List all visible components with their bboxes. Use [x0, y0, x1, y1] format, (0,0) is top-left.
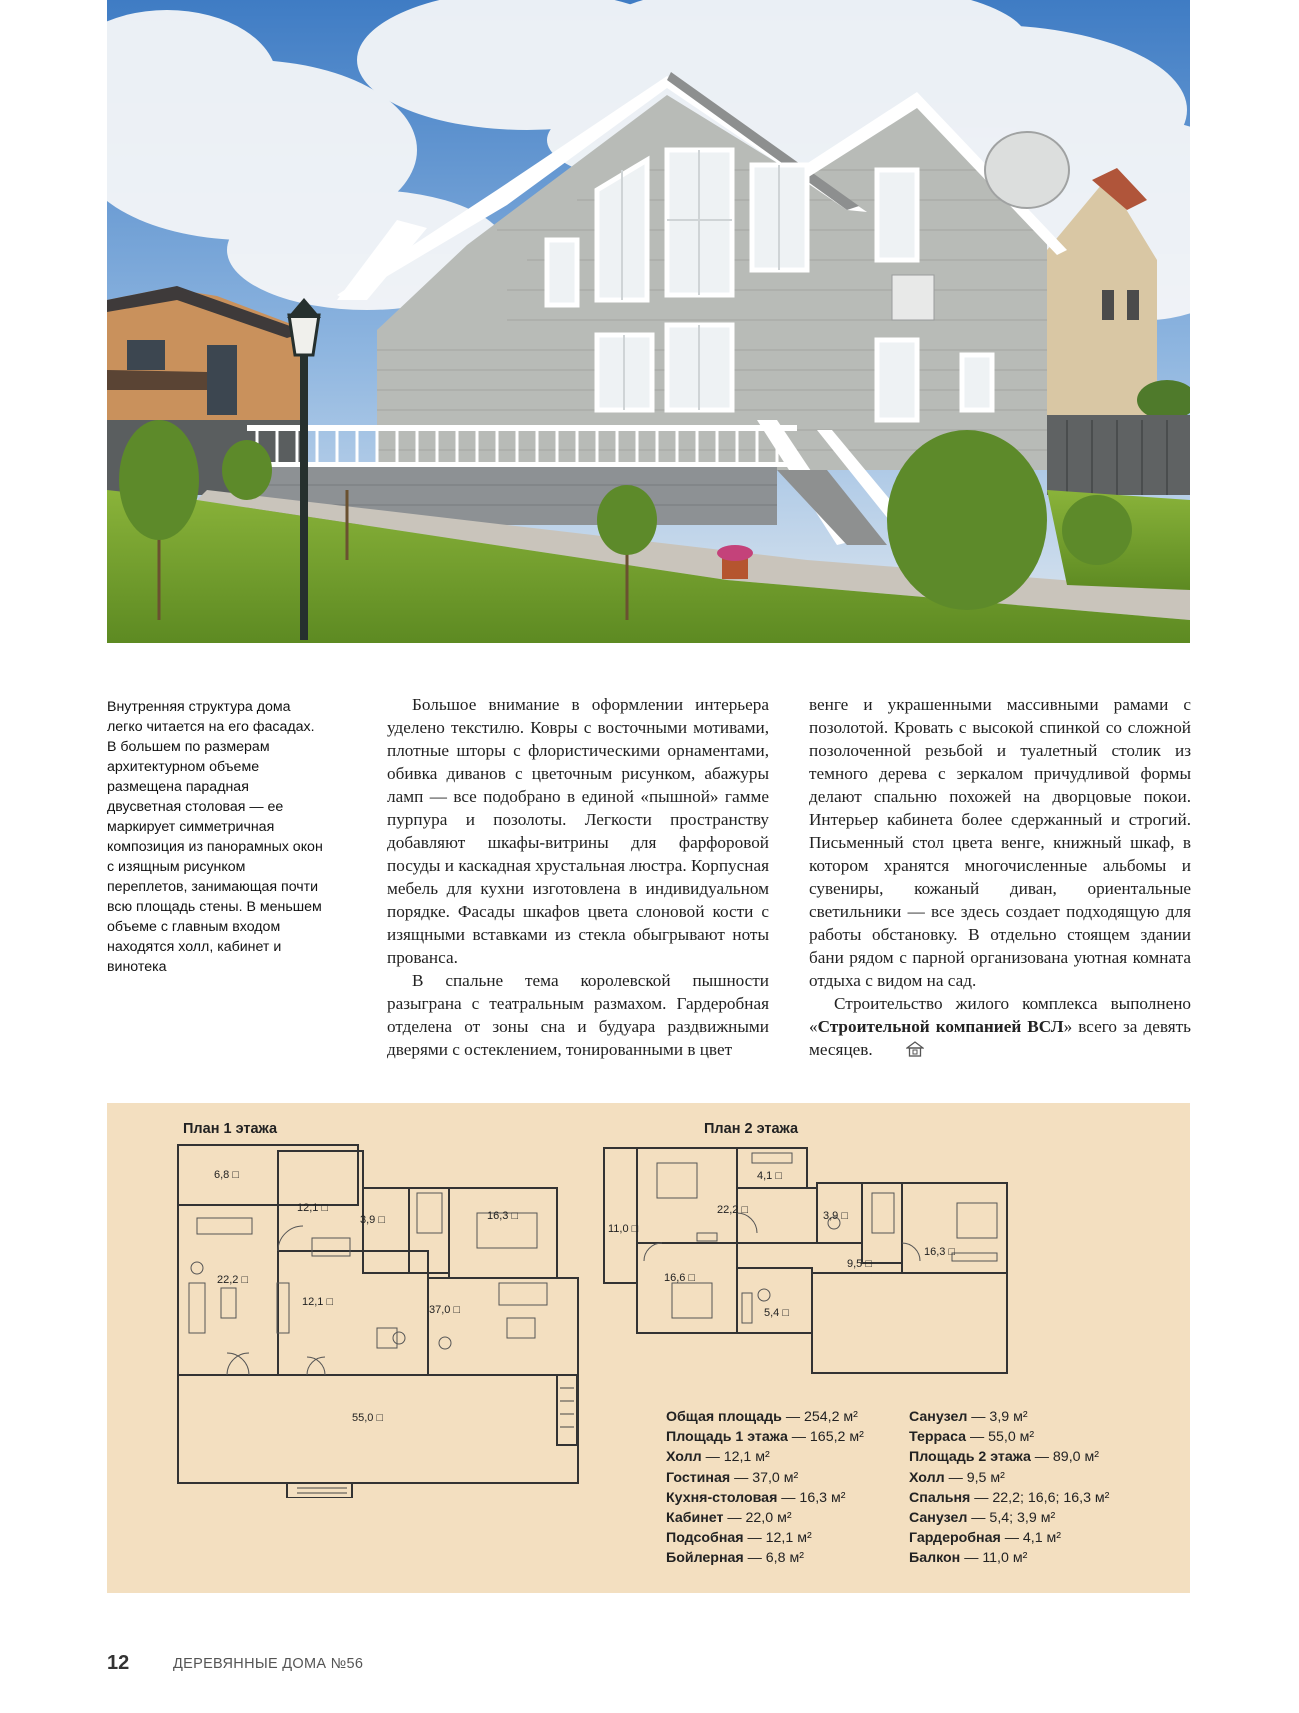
plan-2-drawing	[602, 1143, 1027, 1378]
stat-row	[666, 1488, 864, 1508]
stat-row	[666, 1508, 864, 1528]
stat-value: — 165,2 м²	[787, 1429, 864, 1446]
stat-row	[909, 1407, 1109, 1427]
article-column-1	[387, 693, 769, 1061]
room-label-balcony: 11,0 □	[608, 1223, 639, 1235]
stat-row	[666, 1548, 864, 1568]
stat-value: — 6,8 м²	[743, 1550, 804, 1567]
plan-1-title: План 1 этажа	[183, 1121, 278, 1137]
room-label-terrace: 55,0 □	[352, 1412, 384, 1424]
stat-row	[909, 1447, 1109, 1467]
stat-value: — 89,0 м²	[1030, 1449, 1099, 1466]
stat-value: — 5,4; 3,9 м²	[967, 1510, 1056, 1527]
stat-value: — 12,1 м²	[743, 1530, 812, 1547]
stat-value: — 9,5 м²	[944, 1469, 1005, 1486]
room-label-office: 22,2 □	[217, 1274, 249, 1286]
stat-row	[909, 1548, 1109, 1568]
stat-value: — 12,1 м²	[701, 1449, 770, 1466]
room-label-kitchen: 16,3 □	[487, 1210, 519, 1222]
stat-label: Холл	[666, 1449, 702, 1466]
room-label-bedroom-3: 16,3 □	[924, 1246, 956, 1258]
stat-value: — 11,0 м²	[960, 1550, 1028, 1567]
stat-value: — 22,0 м²	[723, 1510, 792, 1527]
room-label-hall: 12,1 □	[302, 1296, 334, 1308]
photo-caption: Внутренняя структура дома легко читается на его фасадах. В большем по размерам архитектурном объеме размещена парадная двусветная столовая — ее маркирует симметричная композиция из панорамных окон с изящным рисунком переплетов, занимающая почти всю площадь стены. В меньшем объеме с главным входом находятся холл, кабинет и винотека	[107, 699, 323, 975]
magazine-name: ДЕРЕВЯННЫЕ ДОМА №56	[173, 1656, 364, 1672]
paragraph: В спальне тема королевской пышности разыграна с театральным размахом. Гардеробная отделена от зоны сна и будуара раздвижными дверями с остеклением, тонированными в цвет	[387, 971, 769, 1059]
stat-label: Балкон	[909, 1550, 961, 1567]
stats-right	[909, 1407, 1109, 1569]
stat-label: Площадь 2 этажа	[909, 1449, 1031, 1466]
stat-value: — 4,1 м²	[1000, 1530, 1062, 1547]
paragraph: венге и украшенными массивными рамами с позолотой. Кровать с высокой спинкой со сложной позолоченной резьбой и туалетный столик из темного дерева с зеркалом причудливой формы делают спальню похожей на дворцовые покои. Интерьер кабинета более сдержанный и строгий. Письменный стол цвета венге, книжный шкаф, в котором хранятся многочисленные альбомы и сувениры, кожаный диван, ориентальные светильники — все здесь создает подходящую для работы обстановку. В отдельно стоящем здании бани рядом с парной организована уютная комната отдыха с видом на сад.	[809, 695, 1191, 990]
stat-row	[666, 1468, 864, 1488]
paragraph: Большое внимание в оформлении интерьера уделено текстилю. Ковры с восточными мотивами, плотные шторы с флористическими орнаментами, обивка диванов с цветочным рисунком, абажуры ламп — все подобрано в единой «пышной» гамме пурпура и позолоты. Легкости пространству добавляют шкафы-витрины для фарфоровой посуды и каскадная хрустальная люстра. Корпусная мебель для кухни изготовлена в индивидуальном порядке. Фасады шкафов цвета слоновой кости с изящными вставками из стекла обыгрывают ноты прованса.	[387, 695, 769, 967]
stat-value: — 22,2; 16,6; 16,3 м²	[970, 1489, 1110, 1506]
stat-label: Кухня-столовая	[666, 1489, 778, 1506]
company-name: Строительной компанией ВСЛ	[817, 1017, 1064, 1036]
room-label-living: 37,0 □	[429, 1304, 461, 1316]
stat-label: Терраса	[909, 1429, 967, 1446]
stat-label: Кабинет	[666, 1510, 724, 1527]
stats-left	[666, 1407, 864, 1569]
plan-2-title: План 2 этажа	[704, 1121, 799, 1137]
text-fragment: » всего за девять месяцев.	[809, 1017, 1191, 1059]
room-label-wardrobe: 4,1 □	[757, 1170, 782, 1182]
stat-row	[666, 1447, 864, 1467]
stat-row	[909, 1427, 1109, 1447]
stat-label: Санузел	[909, 1409, 968, 1425]
stat-label: Подсобная	[666, 1530, 744, 1547]
stat-value: — 16,3 м²	[777, 1489, 846, 1506]
room-label-boiler: 6,8 □	[214, 1169, 239, 1181]
plan-1-drawing	[177, 1143, 607, 1498]
house-end-icon	[881, 1040, 899, 1056]
stat-label: Холл	[909, 1469, 945, 1486]
paragraph-final	[809, 992, 1191, 1061]
stat-row	[909, 1528, 1109, 1548]
house-photo	[107, 0, 1190, 643]
stat-row	[666, 1528, 864, 1548]
floor-plans-panel	[107, 1103, 1190, 1593]
stat-value: — 37,0 м²	[730, 1469, 799, 1486]
room-label-wc-2: 3,9 □	[823, 1210, 848, 1222]
article-column-2	[809, 693, 1191, 1061]
room-label-hall-2: 9,5 □	[847, 1258, 872, 1270]
stat-value: — 55,0 м²	[966, 1429, 1035, 1446]
stat-row	[909, 1508, 1109, 1528]
room-label-wc: 3,9 □	[360, 1214, 385, 1226]
stat-row	[909, 1468, 1109, 1488]
page-number: 12	[107, 1652, 130, 1674]
stat-label: Гостиная	[666, 1469, 731, 1486]
stat-row	[909, 1488, 1109, 1508]
room-label-bedroom-1: 22,2 □	[717, 1204, 749, 1216]
stat-label: Площадь 1 этажа	[666, 1429, 788, 1446]
page-footer	[107, 1652, 364, 1675]
room-label-bedroom-2: 16,6 □	[664, 1272, 696, 1284]
stat-label: Санузел	[909, 1510, 968, 1527]
stat-value: — 254,2 м²	[781, 1409, 858, 1425]
room-label-utility: 12,1 □	[297, 1202, 329, 1214]
stat-label: Общая площадь	[666, 1409, 782, 1425]
stat-label: Спальня	[909, 1489, 971, 1506]
stat-row	[666, 1407, 864, 1427]
stat-label: Гардеробная	[909, 1530, 1001, 1547]
text-fragment: Строительство жилого комплекса выполнено «	[809, 994, 1191, 1036]
stat-row	[666, 1427, 864, 1447]
stat-label: Бойлерная	[666, 1550, 744, 1567]
stat-value: — 3,9 м²	[967, 1409, 1028, 1425]
room-label-wc-1: 5,4 □	[764, 1307, 789, 1319]
